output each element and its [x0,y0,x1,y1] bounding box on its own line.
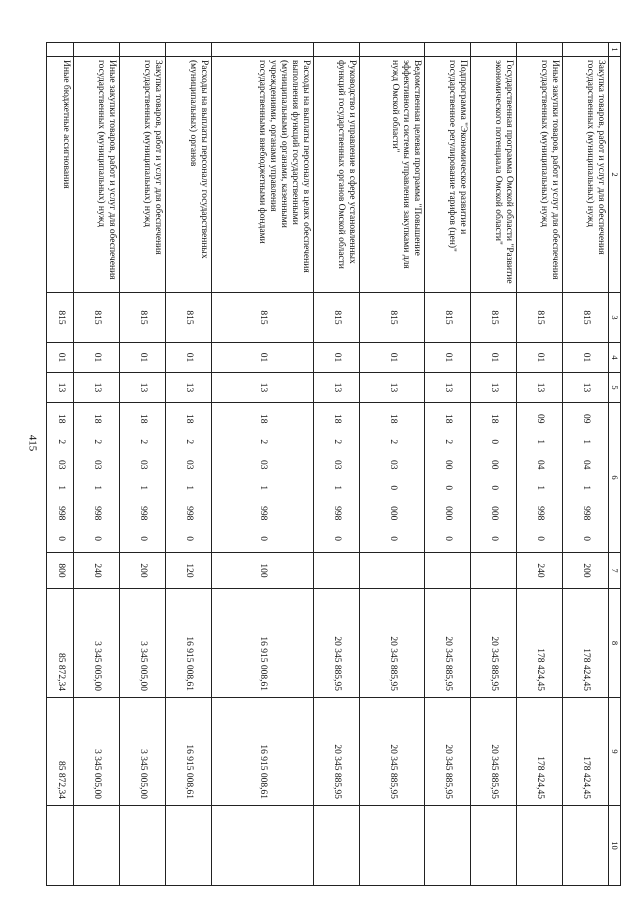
cell-admin-code: 815 [517,293,563,343]
cell-subsection: 13 [471,373,517,403]
cell-col-1 [314,43,360,57]
cell-expense-type [471,553,517,589]
cell-name: Иные закупки товаров, работ и услуг для обеспечения государственных (муниципальных) нужд [74,57,120,293]
cell-admin-code: 815 [74,293,120,343]
cell-amount-executed: 20 345 885,95 [360,698,425,806]
target-article-parts [331,406,342,549]
target-article-parts [137,406,148,549]
target-article-part: 18 [489,413,500,424]
cell-section: 01 [314,343,360,373]
cell-expense-type: 800 [47,553,74,589]
target-article-part: 04 [581,460,592,470]
cell-name: Иные закупки товаров, работ и услуг для обеспечения государственных (муниципальных) нужд [517,57,563,293]
cell-subsection: 13 [120,373,166,403]
cell-name: Расходы на выплаты персоналу государственных (муниципальных) органов [166,57,212,293]
cell-col-10 [166,806,212,886]
cell-expense-type: 120 [166,553,212,589]
cell-col-10 [74,806,120,886]
target-article-part: 0 [443,485,454,491]
target-article-part: 0 [138,536,149,541]
cell-section: 01 [212,343,314,373]
cell-subsection: 13 [314,373,360,403]
target-article-part: 0 [581,536,592,541]
cell-amount-executed: 20 345 885,95 [425,698,471,806]
cell-admin-code: 815 [120,293,166,343]
target-article-part: 2 [332,439,343,445]
cell-admin-code: 815 [563,293,609,343]
target-article-part: 18 [443,413,454,424]
target-article-part: 998 [138,506,149,521]
budget-table-sheet [46,42,621,885]
cell-amount-executed: 16 915 008,61 [212,698,314,806]
cell-amount-approved: 16 915 008,61 [166,589,212,698]
target-article-part: 03 [138,460,149,470]
header-col-7: 7 [609,553,621,589]
header-row [609,43,621,886]
target-article-parts [55,406,66,549]
target-article-part: 09 [535,413,546,424]
target-article-parts [91,406,102,549]
cell-admin-code: 815 [47,293,74,343]
cell-subsection: 13 [212,373,314,403]
target-article-part: 0 [92,536,103,541]
cell-admin-code: 815 [471,293,517,343]
cell-expense-type [314,553,360,589]
cell-target-article [425,403,471,553]
cell-col-1 [166,43,212,57]
target-article-part: 0 [489,536,500,541]
rotated-table-wrapper [46,42,621,885]
table-row [314,43,360,886]
cell-col-10 [120,806,166,886]
table-row [563,43,609,886]
target-article-part: 0 [184,536,195,541]
target-article-part: 00 [489,460,500,470]
header-col-2: 2 [609,57,621,293]
cell-col-1 [120,43,166,57]
target-article-part: 1 [55,485,66,491]
target-article-part: 998 [92,506,103,521]
target-article-part: 03 [258,460,269,470]
cell-name: Подпрограмма "Экономическое развитие и государственное регулирование тарифов (цен)" [425,57,471,293]
cell-expense-type: 200 [120,553,166,589]
cell-name: Ведомственная целевая программа "Повышение эффективности системы управления закупками для нужд Омской области" [360,57,425,293]
target-article-part: 1 [581,485,592,491]
cell-amount-approved: 16 915 008,61 [212,589,314,698]
target-article-part: 2 [55,439,66,445]
target-article-part: 03 [92,460,103,470]
target-article-part: 0 [258,536,269,541]
cell-subsection: 13 [74,373,120,403]
cell-expense-type: 100 [212,553,314,589]
cell-section: 01 [425,343,471,373]
cell-admin-code: 815 [425,293,471,343]
cell-target-article [120,403,166,553]
target-article-part: 18 [55,413,66,424]
target-article-part: 000 [387,506,398,521]
cell-amount-approved: 85 872,34 [47,589,74,698]
cell-col-1 [74,43,120,57]
target-article-part: 998 [581,506,592,521]
cell-admin-code: 815 [314,293,360,343]
cell-col-10 [212,806,314,886]
cell-name: Руководство и управление в сфере установленных функций государственных органов Омской области [314,57,360,293]
table-row [471,43,517,886]
target-article-parts [442,406,453,549]
cell-col-1 [212,43,314,57]
cell-amount-approved: 178 424,45 [517,589,563,698]
target-article-part: 03 [332,460,343,470]
header-col-9: 9 [609,698,621,806]
cell-target-article [47,403,74,553]
target-article-part: 03 [55,460,66,470]
target-article-part: 18 [138,413,149,424]
target-article-part: 18 [258,413,269,424]
table-row [517,43,563,886]
cell-col-1 [563,43,609,57]
target-article-part: 0 [489,485,500,491]
cell-col-1 [47,43,74,57]
target-article-part: 0 [535,536,546,541]
target-article-part: 000 [443,506,454,521]
cell-amount-executed: 20 345 885,95 [471,698,517,806]
cell-section: 01 [563,343,609,373]
cell-amount-executed: 20 345 885,95 [314,698,360,806]
cell-subsection: 13 [517,373,563,403]
page-number: 415 [26,434,39,452]
cell-expense-type [360,553,425,589]
cell-admin-code: 815 [360,293,425,343]
cell-amount-executed: 3 345 005,00 [74,698,120,806]
target-article-parts [183,406,194,549]
budget-table [46,42,621,886]
header-col-3: 3 [609,293,621,343]
target-article-part: 09 [581,413,592,424]
target-article-part: 1 [581,439,592,445]
cell-amount-executed: 178 424,45 [517,698,563,806]
target-article-part: 1 [138,485,149,491]
cell-amount-approved: 20 345 885,95 [360,589,425,698]
cell-amount-approved: 3 345 005,00 [120,589,166,698]
target-article-part: 1 [92,485,103,491]
target-article-parts [534,406,545,549]
cell-subsection: 13 [563,373,609,403]
target-article-part: 0 [55,536,66,541]
target-article-part: 2 [92,439,103,445]
target-article-part: 2 [138,439,149,445]
cell-col-10 [47,806,74,886]
cell-name: Закупка товаров, работ и услуг для обеспечения государственных (муниципальных) нужд [563,57,609,293]
cell-section: 01 [360,343,425,373]
cell-admin-code: 815 [212,293,314,343]
cell-expense-type: 240 [74,553,120,589]
header-col-5: 5 [609,373,621,403]
cell-amount-approved: 3 345 005,00 [74,589,120,698]
target-article-part: 00 [443,460,454,470]
target-article-part: 998 [184,506,195,521]
table-row [212,43,314,886]
target-article-part: 998 [332,506,343,521]
cell-col-1 [517,43,563,57]
cell-amount-executed: 178 424,45 [563,698,609,806]
target-article-parts [488,406,499,549]
cell-target-article [517,403,563,553]
target-article-part: 1 [184,485,195,491]
cell-section: 01 [517,343,563,373]
cell-amount-executed: 16 915 008,61 [166,698,212,806]
table-row [166,43,212,886]
target-article-part: 0 [387,536,398,541]
target-article-part: 0 [387,485,398,491]
table-row [47,43,74,886]
cell-section: 01 [120,343,166,373]
target-article-part: 998 [55,506,66,521]
target-article-part: 1 [258,485,269,491]
cell-col-10 [360,806,425,886]
cell-name: Расходы на выплаты персоналу в целях обеспечения выполнения функций государственными (муниципальными) органами, казенными учреждениями, органами управления государственными внебюджетными фондами [212,57,314,293]
cell-target-article [563,403,609,553]
table-row [360,43,425,886]
target-article-part: 2 [443,439,454,445]
cell-section: 01 [471,343,517,373]
cell-target-article [314,403,360,553]
cell-amount-executed: 85 872,34 [47,698,74,806]
table-body [47,43,609,886]
cell-target-article [212,403,314,553]
cell-col-10 [517,806,563,886]
target-article-parts [257,406,268,549]
target-article-part: 2 [258,439,269,445]
target-article-part: 0 [332,536,343,541]
cell-section: 01 [47,343,74,373]
cell-target-article [471,403,517,553]
header-col-1: 1 [609,43,621,57]
cell-target-article [360,403,425,553]
target-article-part: 03 [184,460,195,470]
cell-amount-executed: 3 345 005,00 [120,698,166,806]
target-article-parts [387,406,398,549]
target-article-part: 998 [258,506,269,521]
cell-target-article [166,403,212,553]
target-article-part: 18 [387,413,398,424]
cell-section: 01 [74,343,120,373]
cell-subsection: 13 [47,373,74,403]
cell-name: Государственная программа Омской области "Развитие экономического потенциала Омской области" [471,57,517,293]
cell-subsection: 13 [425,373,471,403]
target-article-part: 18 [184,413,195,424]
target-article-part: 1 [535,485,546,491]
cell-col-1 [360,43,425,57]
cell-amount-approved: 20 345 885,95 [314,589,360,698]
target-article-part: 04 [535,460,546,470]
cell-col-1 [425,43,471,57]
target-article-part: 03 [387,460,398,470]
cell-amount-approved: 178 424,45 [563,589,609,698]
cell-col-10 [314,806,360,886]
target-article-part: 1 [535,439,546,445]
table-row [74,43,120,886]
cell-subsection: 13 [166,373,212,403]
cell-expense-type: 200 [563,553,609,589]
table-row [120,43,166,886]
target-article-part: 0 [489,439,500,445]
cell-admin-code: 815 [166,293,212,343]
cell-expense-type [425,553,471,589]
cell-col-1 [471,43,517,57]
header-col-6: 6 [609,403,621,553]
cell-target-article [74,403,120,553]
header-col-10: 10 [609,806,621,886]
cell-col-10 [471,806,517,886]
target-article-part: 18 [332,413,343,424]
target-article-part: 0 [443,536,454,541]
header-col-4: 4 [609,343,621,373]
cell-amount-approved: 20 345 885,95 [425,589,471,698]
cell-subsection: 13 [360,373,425,403]
cell-col-10 [425,806,471,886]
cell-name: Иные бюджетные ассигнования [47,57,74,293]
target-article-parts [580,406,591,549]
target-article-part: 000 [489,506,500,521]
cell-expense-type: 240 [517,553,563,589]
target-article-part: 998 [535,506,546,521]
cell-col-10 [563,806,609,886]
cell-amount-approved: 20 345 885,95 [471,589,517,698]
header-col-8: 8 [609,589,621,698]
target-article-part: 1 [332,485,343,491]
cell-name: Закупка товаров, работ и услуг для обеспечения государственных (муниципальных) нужд [120,57,166,293]
target-article-part: 2 [184,439,195,445]
cell-section: 01 [166,343,212,373]
table-row [425,43,471,886]
target-article-part: 18 [92,413,103,424]
target-article-part: 2 [387,439,398,445]
